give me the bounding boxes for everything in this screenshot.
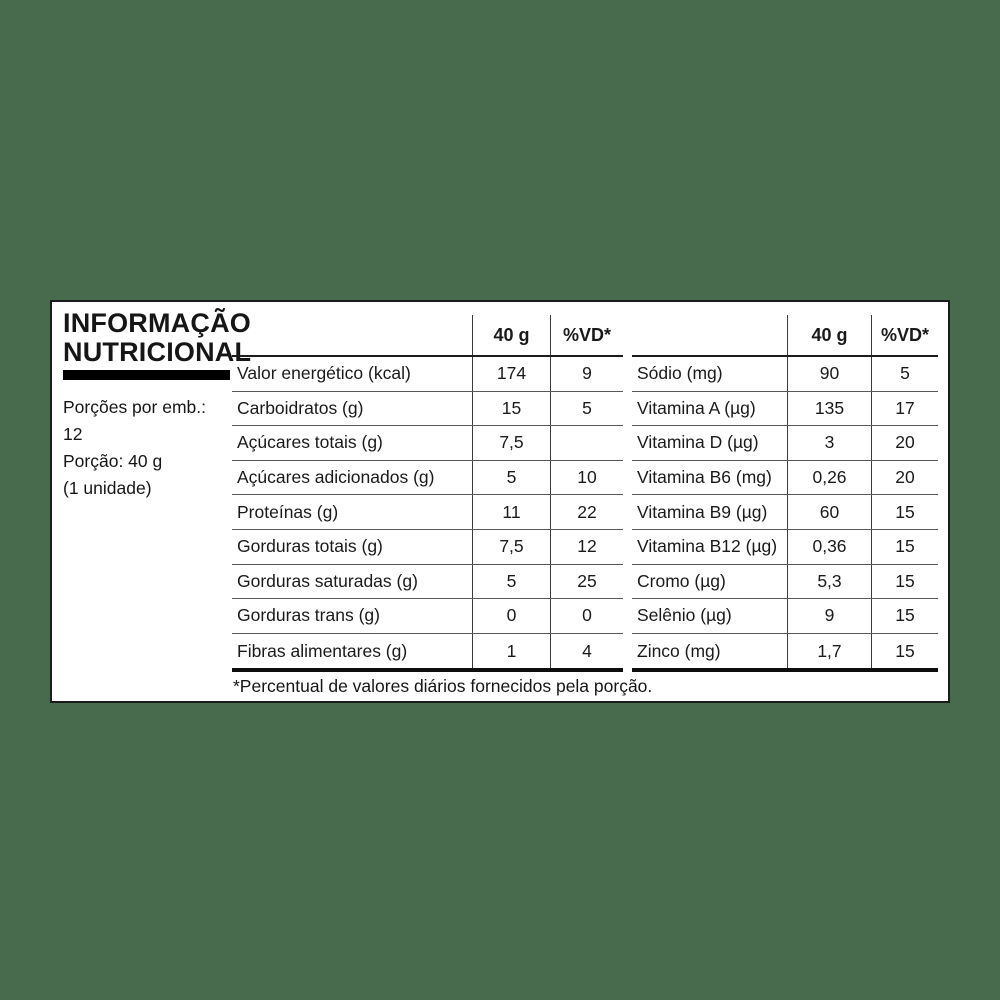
amount-column-header: 40 g xyxy=(787,315,871,355)
nutrient-dv: 17 xyxy=(871,392,938,426)
nutrient-amount: 11 xyxy=(472,495,550,529)
amount-column-header: 40 g xyxy=(472,315,550,355)
nutrient-row xyxy=(632,495,938,530)
nutrient-amount: 7,5 xyxy=(472,426,550,460)
nutrient-amount: 0,36 xyxy=(787,530,871,564)
nutrient-name: Selênio (µg) xyxy=(637,605,732,626)
nutrient-amount: 60 xyxy=(787,495,871,529)
nutrient-name: Zinco (mg) xyxy=(637,640,721,661)
dv-column-header: %VD* xyxy=(871,315,938,355)
nutrient-dv: 12 xyxy=(550,530,623,564)
nutrient-name: Proteínas (g) xyxy=(237,501,339,522)
nutrient-row xyxy=(632,461,938,496)
nutrient-amount: 9 xyxy=(787,599,871,633)
nutrient-row xyxy=(632,599,938,634)
nutrient-name: Vitamina D (µg) xyxy=(637,432,759,453)
nutrient-dv: 0 xyxy=(550,599,623,633)
nutrient-amount: 7,5 xyxy=(472,530,550,564)
panel-title-line1: INFORMAÇÃO xyxy=(63,308,251,338)
nutrient-name: Carboidratos (g) xyxy=(237,397,364,418)
nutrient-row xyxy=(632,392,938,427)
nutrient-dv: 9 xyxy=(550,357,623,391)
nutrient-name: Vitamina B6 (mg) xyxy=(637,467,772,488)
nutrient-row xyxy=(232,565,623,600)
nutrient-dv: 4 xyxy=(550,634,623,669)
nutrient-amount: 5,3 xyxy=(787,565,871,599)
nutrient-amount: 1 xyxy=(472,634,550,669)
nutrient-amount: 135 xyxy=(787,392,871,426)
nutrient-dv: 20 xyxy=(871,461,938,495)
nutrient-name: Fibras alimentares (g) xyxy=(237,640,408,661)
nutrient-dv: 15 xyxy=(871,565,938,599)
nutrient-row xyxy=(632,426,938,461)
daily-value-footnote: *Percentual de valores diários fornecidos pela porção. xyxy=(233,676,653,696)
panel-title-line2: NUTRICIONAL xyxy=(63,337,252,367)
table-header-row xyxy=(232,315,623,357)
nutrient-row xyxy=(232,392,623,427)
serving-info xyxy=(63,394,206,502)
nutrient-name: Açúcares adicionados (g) xyxy=(237,467,435,488)
nutrient-name: Gorduras saturadas (g) xyxy=(237,570,418,591)
nutrient-amount: 90 xyxy=(787,357,871,391)
servings-per-package-value: 12 xyxy=(63,424,83,444)
nutrient-row xyxy=(232,357,623,392)
portion-unit: (1 unidade) xyxy=(63,478,152,498)
nutrition-facts-panel xyxy=(50,300,950,703)
nutrient-name: Açúcares totais (g) xyxy=(237,432,383,453)
nutrient-dv: 5 xyxy=(550,392,623,426)
nutrient-row xyxy=(232,599,623,634)
nutrient-row xyxy=(232,426,623,461)
nutrient-name: Vitamina A (µg) xyxy=(637,397,756,418)
nutrient-table-left xyxy=(232,315,623,672)
nutrient-dv: 5 xyxy=(871,357,938,391)
nutrient-dv xyxy=(550,426,623,460)
nutrient-row xyxy=(632,357,938,392)
nutrient-row xyxy=(232,461,623,496)
panel-title xyxy=(63,309,251,367)
nutrient-name: Gorduras trans (g) xyxy=(237,605,380,626)
nutrient-name: Valor energético (kcal) xyxy=(237,363,411,384)
nutrient-dv: 15 xyxy=(871,599,938,633)
nutrient-row xyxy=(632,565,938,600)
nutrient-row xyxy=(232,495,623,530)
nutrient-dv: 15 xyxy=(871,495,938,529)
portion-size: Porção: 40 g xyxy=(63,451,163,471)
nutrient-dv: 10 xyxy=(550,461,623,495)
header-spacer xyxy=(632,315,787,355)
table-header-row xyxy=(632,315,938,357)
nutrient-row xyxy=(632,634,938,669)
nutrient-name: Vitamina B9 (µg) xyxy=(637,501,768,522)
nutrient-name: Gorduras totais (g) xyxy=(237,536,383,557)
nutrient-name: Sódio (mg) xyxy=(637,363,723,384)
nutrient-amount: 5 xyxy=(472,461,550,495)
nutrient-dv: 15 xyxy=(871,634,938,669)
nutrient-table-right xyxy=(632,315,938,672)
nutrient-name: Vitamina B12 (µg) xyxy=(637,536,778,557)
dv-column-header: %VD* xyxy=(550,315,623,355)
nutrient-amount: 15 xyxy=(472,392,550,426)
header-spacer xyxy=(232,315,472,355)
nutrient-dv: 25 xyxy=(550,565,623,599)
nutrient-amount: 0,26 xyxy=(787,461,871,495)
servings-per-package-label: Porções por emb.: xyxy=(63,397,206,417)
nutrient-name: Cromo (µg) xyxy=(637,570,726,591)
nutrient-amount: 5 xyxy=(472,565,550,599)
nutrient-amount: 3 xyxy=(787,426,871,460)
nutrient-amount: 174 xyxy=(472,357,550,391)
nutrient-dv: 22 xyxy=(550,495,623,529)
nutrient-dv: 15 xyxy=(871,530,938,564)
nutrient-amount: 0 xyxy=(472,599,550,633)
nutrient-row xyxy=(632,530,938,565)
nutrient-amount: 1,7 xyxy=(787,634,871,669)
title-underline-bar xyxy=(63,370,230,380)
nutrient-row xyxy=(232,634,623,669)
nutrient-row xyxy=(232,530,623,565)
nutrient-dv: 20 xyxy=(871,426,938,460)
